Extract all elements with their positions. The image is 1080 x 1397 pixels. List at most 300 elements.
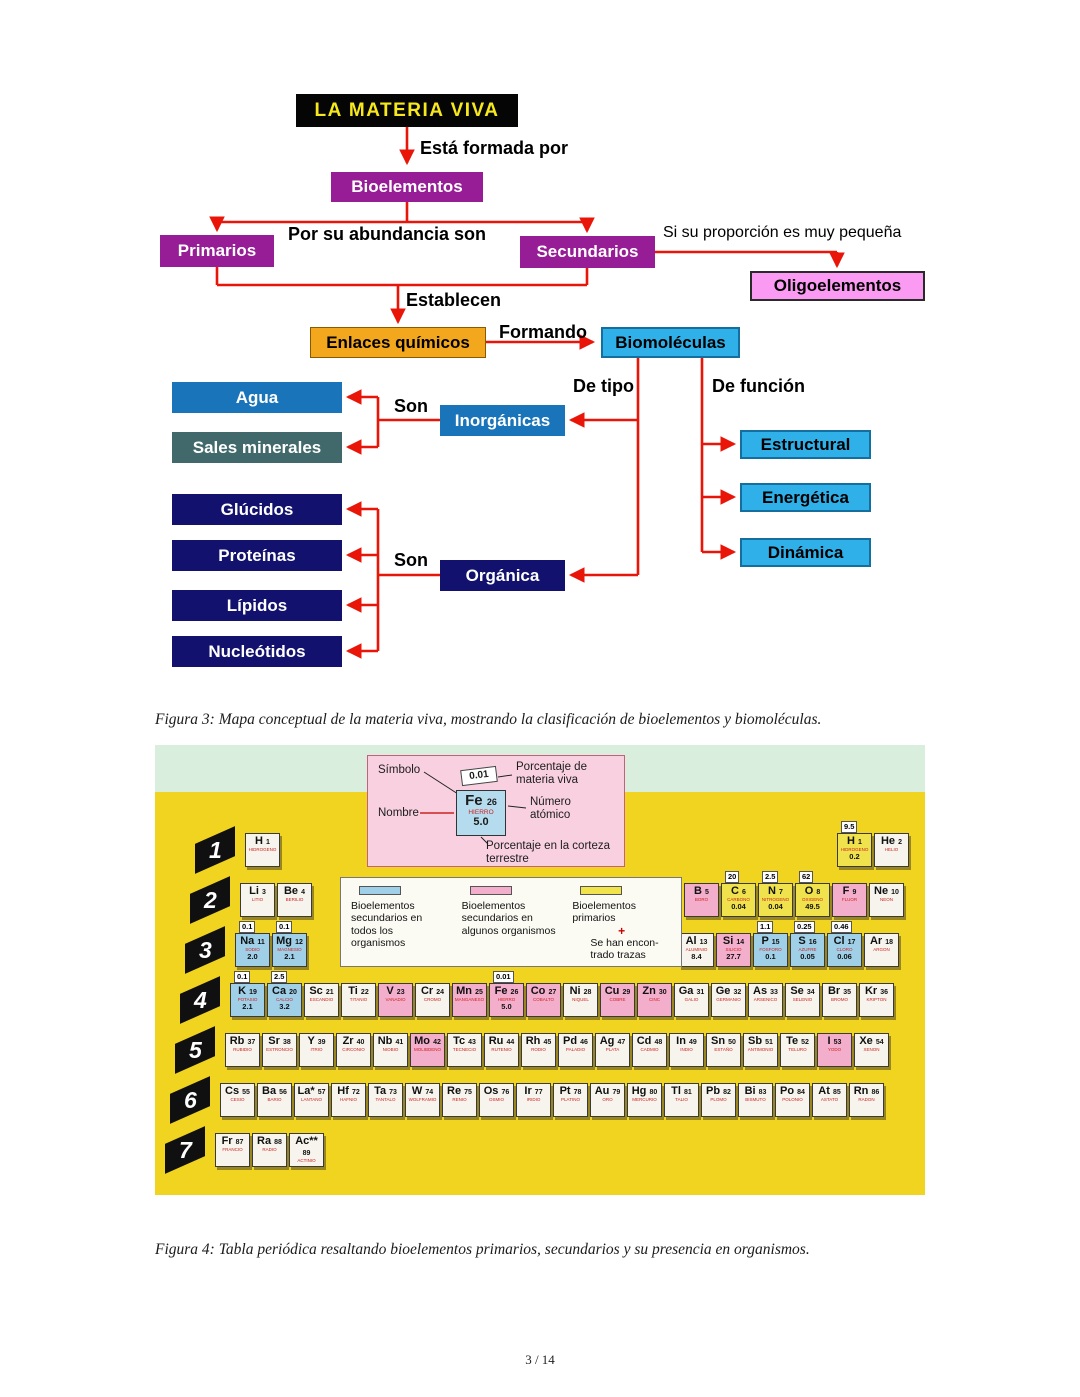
element-symbol: H 1 [847,835,862,847]
element-atomic-number: 77 [534,1089,543,1096]
element-symbol: Pt 78 [559,1085,582,1097]
element-atomic-number: 28 [583,989,592,996]
element-symbol: Ge 32 [715,985,742,997]
element-name: TANTALO [375,1097,396,1102]
element-As [748,983,783,1017]
element-atomic-number: 20 [289,989,297,996]
element-N [758,872,793,917]
element-name: ORO [602,1097,613,1102]
element-atomic-number: 76 [501,1089,510,1096]
element-atomic-number: 9 [852,889,857,896]
element-symbol: Sn 50 [711,1035,736,1047]
element-bottom-value: 0.04 [731,902,746,912]
element-name: IRIDIO [526,1097,541,1102]
element-name: CROMO [423,997,442,1002]
element-symbol: Sr 38 [268,1035,291,1047]
element-top-value: 2.5 [762,871,778,883]
element-Ta [368,1083,403,1117]
element-Ge [711,983,746,1017]
element-name: HELIO [884,847,899,852]
element-atomic-number: 75 [464,1089,472,1096]
element-bottom-value: 0.05 [800,952,815,962]
element-symbol: Bi 83 [744,1085,767,1097]
element-name: OSMIO [488,1097,504,1102]
element-symbol: Nb 41 [377,1035,404,1047]
element-Ne [869,883,904,917]
element-bottom-value: 0.04 [768,902,783,912]
element-name: HIDROGENO [248,847,277,852]
node-sales-minerales: Sales minerales [172,432,342,463]
element-name: GERMANIO [716,997,741,1002]
element-symbol: Pd 46 [563,1035,588,1047]
element-symbol: C 6 [731,885,746,897]
element-bottom-value: 3.2 [279,1002,290,1012]
element-symbol: Ne 10 [874,885,899,897]
element-name: MANGANESO [454,997,485,1002]
element-atomic-number: 47 [617,1039,626,1046]
element-Ni [563,983,598,1017]
element-name: XENON [863,1047,880,1052]
element-Tc [447,1033,482,1067]
element-name: HIERRO [497,997,516,1002]
node-energetica: Energética [740,483,871,512]
element-name: ANTIMONIO [747,1047,774,1052]
node-enlaces-quimicos: Enlaces químicos [310,327,486,358]
element-atomic-number: 48 [654,1039,663,1046]
element-top-value: 0.1 [239,921,255,933]
element-Cs [220,1083,255,1117]
element-Po [775,1083,810,1117]
element-atomic-number: 87 [235,1139,244,1146]
period-row-6 [183,1083,925,1117]
element-name: ESTAÑO [714,1047,733,1052]
element-Pt [553,1083,588,1117]
element-top-value: 0.25 [794,921,815,933]
element-Fe [489,972,524,1017]
key-label-numero-atomico: Número atómico [530,796,571,821]
element-atomic-number: 83 [758,1089,767,1096]
element-name: ASTATO [820,1097,839,1102]
element-name: AZUFRE [798,947,817,952]
element-Co [526,983,561,1017]
element-Mg [272,922,307,967]
element-symbol: B 5 [694,885,709,897]
element-symbol: I 53 [827,1035,842,1047]
element-symbol: Kr 36 [864,985,889,997]
edge-label-son-inorganicas: Son [394,396,428,416]
node-dinamica: Dinámica [740,538,871,567]
element-name: SODIO [245,947,260,952]
element-symbol: Xe 54 [859,1035,884,1047]
page-number: 3 / 14 [525,1352,555,1367]
element-atomic-number: 41 [395,1039,404,1046]
node-agua: Agua [172,382,342,413]
legend-col-pink [462,884,561,962]
element-name: MERCURIO [632,1097,657,1102]
element-symbol: Ra 88 [257,1135,282,1147]
element-name: RUBIDIO [233,1047,252,1052]
element-atomic-number: 33 [770,989,778,996]
element-Cd [632,1033,667,1067]
element-name: CINC [649,997,660,1002]
element-name: MAGNESIO [277,947,302,952]
element-name: TELURO [788,1047,807,1052]
element-name: RADON [858,1097,875,1102]
element-name: RUTENIO [491,1047,512,1052]
element-symbol: Rb 37 [229,1035,256,1047]
element-atomic-number: 32 [733,989,742,996]
element-Cr [415,983,450,1017]
edge-label-por-su-abundancia: Por su abundancia son [288,224,487,244]
element-symbol: Ru 44 [488,1035,515,1047]
element-symbol: Al 13 [685,935,708,947]
element-symbol: Re 75 [447,1085,472,1097]
element-top-value: 1.1 [757,921,773,933]
element-name: CLORO [836,947,853,952]
element-name: NIQUEL [572,997,589,1002]
element-atomic-number: 19 [249,989,257,996]
element-P [753,922,788,967]
element-name: FLUOR [841,897,858,902]
element-Ac [289,1133,324,1167]
element-atomic-number: 45 [543,1039,552,1046]
element-name: ACTINIO [297,1158,316,1163]
element-Sr [262,1033,297,1067]
element-bottom-value: 2.1 [284,952,295,962]
element-symbol: Br 35 [827,985,852,997]
element-name: YODO [827,1047,842,1052]
element-name: BISMUTO [745,1097,766,1102]
element-Br [822,983,857,1017]
element-atomic-number: 7 [779,889,783,896]
element-atomic-number: 46 [580,1039,588,1046]
element-atomic-number: 25 [475,989,483,996]
element-Na [235,922,270,967]
element-Ti [341,983,376,1017]
element-Sb [743,1033,778,1067]
element-name: CIRCONIO [342,1047,365,1052]
node-oligoelementos: Oligoelementos [750,271,925,301]
element-symbol: Ca 20 [272,985,297,997]
element-atomic-number: 14 [736,939,745,946]
element-La [294,1083,329,1117]
element-name: BROMO [830,997,848,1002]
element-atomic-number: 85 [832,1089,841,1096]
element-symbol: Li 3 [249,885,266,897]
node-bioelementos: Bioelementos [331,172,483,202]
element-atomic-number: 35 [843,989,852,996]
element-bottom-value: 2.0 [247,952,258,962]
element-name: CALCIO [276,997,293,1002]
element-symbol: Ti 22 [348,985,369,997]
element-symbol: Po 84 [780,1085,805,1097]
key-label-porcentaje-corteza: Porcentaje en la corteza terrestre [486,840,611,865]
period-number-banner [185,926,225,974]
key-example-name: HIERRO [468,808,494,816]
element-symbol: Tc 43 [453,1035,476,1047]
element-Rh [521,1033,556,1067]
element-atomic-number: 17 [847,939,856,946]
key-label-nombre: Nombre [378,807,419,819]
color-legend-box [340,877,682,967]
element-name: PALADIO [565,1047,586,1052]
element-atomic-number: 26 [510,989,519,996]
element-Pb [701,1083,736,1117]
element-name: RENIO [452,1097,467,1102]
edge-label-son-organica: Son [394,550,428,570]
element-atomic-number: 56 [279,1089,287,1096]
element-symbol: Si 14 [722,935,745,947]
element-name: NEON [879,897,893,902]
element-atomic-number: 2 [898,839,903,846]
legend-col-yellow [572,884,671,962]
period-row-5 [188,1033,925,1067]
element-Au [590,1083,625,1117]
element-name: FOSFORO [759,947,782,952]
node-estructural: Estructural [740,430,871,459]
element-name: COBALTO [532,997,555,1002]
element-name: ITRIO [310,1047,323,1052]
key-label-simbolo: Símbolo [378,764,421,776]
element-H [837,822,872,867]
edge-label-esta-formada-por: Está formada por [420,138,569,158]
element-atomic-number: 24 [436,989,445,996]
element-name: PLOMO [710,1097,727,1102]
element-name: POTASIO [237,997,258,1002]
element-name: TALIO [675,1097,688,1102]
element-symbol: Ir 77 [524,1085,543,1097]
key-example-tile [456,790,506,836]
element-name: ARSENICO [753,997,778,1002]
element-Ag [595,1033,630,1067]
element-symbol: Hg 80 [631,1085,658,1097]
element-name: TITANIO [349,997,368,1002]
period-number-banner [175,1026,215,1074]
element-symbol: Ba 56 [262,1085,287,1097]
element-atomic-number: 31 [696,989,705,996]
element-Hf [331,1083,366,1117]
element-name: CARBONO [727,897,750,902]
element-Bi [738,1083,773,1117]
element-Sc [304,983,339,1017]
element-name: ALUMINIO [685,947,708,952]
element-symbol: Cu 29 [604,985,631,997]
element-Os [479,1083,514,1117]
element-atomic-number: 3 [261,889,266,896]
element-name: CESIO [230,1097,245,1102]
edge-label-de-funcion: De función [712,376,805,396]
element-name: HIDROGENO [840,847,869,852]
element-symbol: As 33 [753,985,778,997]
period-number: 3 [198,936,212,963]
element-K [230,972,265,1017]
element-B [684,883,719,917]
node-organica: Orgánica [440,560,565,591]
element-At [812,1083,847,1117]
element-atomic-number: 50 [728,1039,736,1046]
legend-swatch-blue [359,886,401,895]
element-bottom-value: 49.5 [805,902,820,912]
element-symbol: Mg 12 [276,935,303,947]
element-atomic-number: 72 [351,1089,360,1096]
edge-label-formando: Formando [499,322,587,342]
element-atomic-number: 81 [684,1089,692,1096]
element-name: COBRE [609,997,626,1002]
element-Si [716,933,751,967]
element-name: ESTRONCIO [266,1047,293,1052]
element-symbol: S 16 [798,935,817,947]
element-bottom-value: 5.0 [501,1002,512,1012]
node-inorganicas: Inorgánicas [440,405,565,436]
element-name: ARGON [873,947,890,952]
element-atomic-number: 53 [833,1039,842,1046]
element-name: BERILIO [285,897,304,902]
element-symbol: Os 76 [483,1085,510,1097]
element-atomic-number: 5 [705,889,709,896]
period-number: 4 [193,986,207,1013]
element-symbol: Y 39 [307,1035,326,1047]
element-symbol: At 85 [818,1085,841,1097]
element-Ga [674,983,709,1017]
element-name: SILICIO [725,947,742,952]
element-Mn [452,983,487,1017]
element-atomic-number: 89 [302,1150,311,1157]
element-atomic-number: 51 [765,1039,773,1046]
legend-col-blue [351,884,450,962]
symbol-key-box [367,755,625,867]
element-atomic-number: 1 [266,839,270,846]
element-Pd [558,1033,593,1067]
element-Te [780,1033,815,1067]
element-Zn [637,983,672,1017]
node-la-materia-viva: LA MATERIA VIVA [296,94,518,127]
legend-text-blue: Bioelementos secundarios en todos los organismos [351,900,423,950]
element-Ca [267,972,302,1017]
element-symbol: He 2 [880,835,903,847]
element-symbol: Ac** 89 [295,1135,318,1157]
period-number: 6 [183,1086,197,1113]
element-Tl [664,1083,699,1117]
element-symbol: W 74 [411,1085,434,1097]
element-symbol: Pb 82 [706,1085,731,1097]
node-nucleotidos: Nucleótidos [172,636,342,667]
key-label-porcentaje-materia: Porcentaje de materia viva [516,761,587,786]
element-top-value: 20 [725,871,739,883]
element-atomic-number: 84 [797,1089,805,1096]
legend-plus-mark: + [618,923,626,938]
element-atomic-number: 86 [871,1089,880,1096]
period-number: 2 [203,886,217,913]
element-atomic-number: 23 [396,989,405,996]
element-name: MOLIBDENO [413,1047,441,1052]
element-symbol: H 1 [255,835,270,847]
element-symbol: Cr 24 [420,985,445,997]
element-name: BORO [694,897,709,902]
edge-label-de-tipo: De tipo [573,376,634,396]
element-bottom-value: 0.2 [849,852,860,862]
element-name: KRIPTON [866,997,887,1002]
element-atomic-number: 73 [389,1089,397,1096]
element-Li [240,883,275,917]
element-symbol: Mn 25 [456,985,483,997]
element-atomic-number: 13 [699,939,708,946]
element-symbol: Fe 26 [494,985,519,997]
key-example-symbol [457,793,505,810]
legend-swatch-yellow [580,886,622,895]
figure4-caption: Figura 4: Tabla periódica resaltando bioelementos primarios, secundarios y su presencia en organismos. [155,1241,810,1258]
element-atomic-number: 55 [242,1089,250,1096]
element-atomic-number: 18 [885,939,894,946]
element-name: VANADIO [385,997,406,1002]
element-symbol: Au 79 [594,1085,621,1097]
element-top-value: 2.5 [271,971,287,983]
element-symbol: Zn 30 [642,985,667,997]
element-atomic-number: 12 [295,939,303,946]
element-bottom-value: 27.7 [726,952,741,962]
element-atomic-number: 6 [742,889,746,896]
element-symbol: Zr 40 [342,1035,365,1047]
element-atomic-number: 15 [771,939,780,946]
element-Cl [827,922,862,967]
element-atomic-number: 44 [506,1039,515,1046]
element-atomic-number: 27 [548,989,557,996]
element-Hg [627,1083,662,1117]
element-atomic-number: 78 [573,1089,582,1096]
element-Kr [859,983,894,1017]
element-symbol: Ni 28 [569,985,592,997]
element-top-value: 0.1 [276,921,292,933]
element-symbol: Sb 51 [748,1035,773,1047]
key-example-top-value: 0.01 [460,766,498,786]
element-symbol: La* 57 [297,1085,326,1097]
node-biomoleculas: Biomoléculas [601,327,740,358]
element-symbol: Co 27 [530,985,557,997]
element-Al [679,933,714,967]
element-atomic-number: 54 [875,1039,884,1046]
element-name: SELENIO [792,997,813,1002]
element-top-value: 0.01 [493,971,514,983]
element-atomic-number: 42 [433,1039,441,1046]
element-atomic-number: 37 [247,1039,256,1046]
period-number-banner [190,876,230,924]
element-atomic-number: 29 [622,989,631,996]
node-proteinas: Proteínas [172,540,342,571]
element-name: ESCANDIO [309,997,334,1002]
element-Ru [484,1033,519,1067]
element-atomic-number: 1 [858,839,862,846]
figure4-periodic-table [155,745,925,1195]
element-Be [277,883,312,917]
element-Mo [410,1033,445,1067]
element-atomic-number: 52 [801,1039,809,1046]
element-atomic-number: 30 [658,989,667,996]
element-Ba [257,1083,292,1117]
element-atomic-number: 36 [880,989,889,996]
element-Nb [373,1033,408,1067]
element-symbol: Cd 48 [636,1035,663,1047]
element-name: HAFNIO [339,1097,357,1102]
element-top-value: 9.5 [841,821,857,833]
key-example-sym-text: Fe [465,792,483,809]
element-atomic-number: 16 [808,939,817,946]
element-symbol: Sc 21 [309,985,334,997]
element-S [790,922,825,967]
element-C [721,872,756,917]
element-bottom-value: 0.1 [765,952,776,962]
element-symbol: In 49 [676,1035,697,1047]
element-atomic-number: 88 [274,1139,282,1146]
element-symbol: Mo 42 [414,1035,441,1047]
